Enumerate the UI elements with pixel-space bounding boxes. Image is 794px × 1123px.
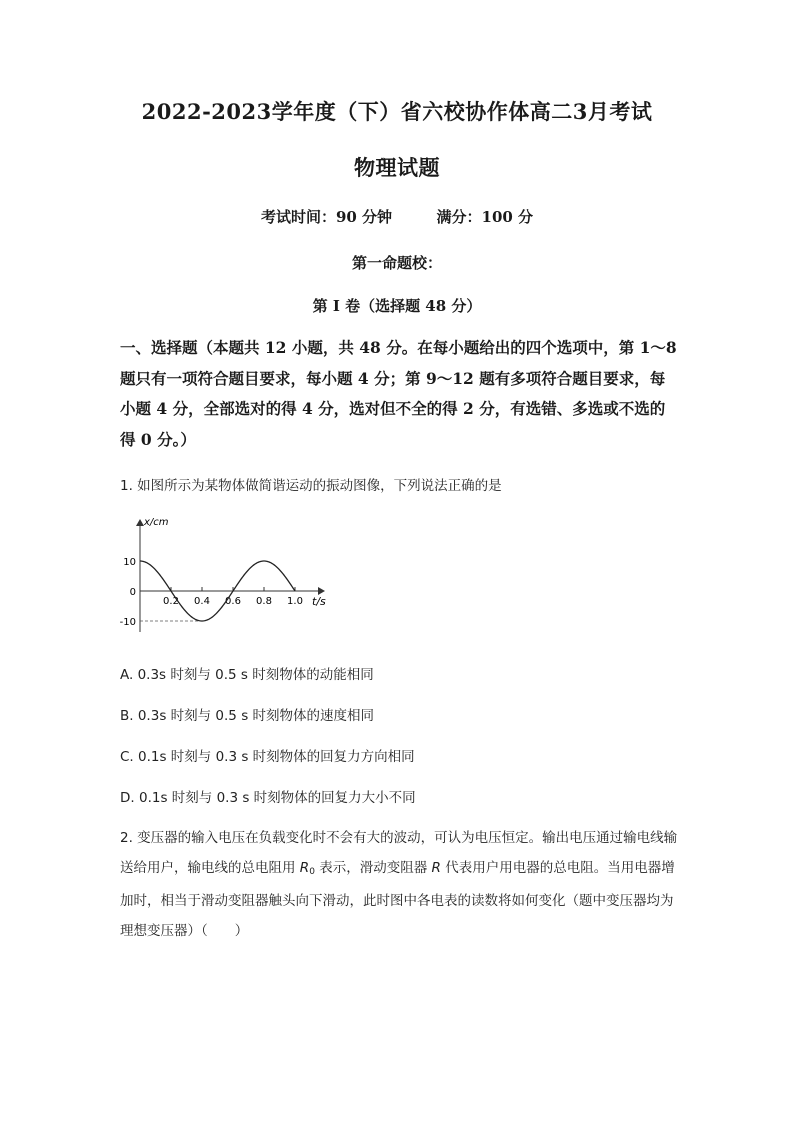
x-tick-label: 0.6 (225, 596, 241, 607)
r-symbol: R (431, 859, 441, 876)
vibration-graph (116, 510, 336, 640)
exam-time: 考试时间：90 分钟 (260, 208, 393, 226)
q1-option-d: D. 0.1s 时刻与 0.3 s 时刻物体的回复力大小不同 (120, 790, 416, 806)
exam-title: 2022-2023学年度（下）省六校协作体高二3月考试 (141, 99, 653, 124)
y-tick-label: -10 (119, 617, 136, 628)
x-tick-label: 1.0 (287, 596, 303, 607)
r0-symbol: R (299, 859, 310, 876)
subject-title: 物理试题 (354, 155, 440, 180)
question-2-stem (120, 824, 680, 946)
q2-text-1: 2. 变压器的输入电压在负载变化时不会有大的波动，可认为电压恒定。输出电压通过输电线输送给用户，输电线的总电阻用 (120, 830, 678, 876)
question-1-stem: 1. 如图所示为某物体做简谐运动的振动图像，下列说法正确的是 (120, 478, 502, 494)
q2-text-2: 表示，滑动变阻器 (314, 859, 432, 876)
q1-option-c: C. 0.1s 时刻与 0.3 s 时刻物体的回复力方向相同 (120, 749, 415, 765)
q1-option-b: B. 0.3s 时刻与 0.5 s 时刻物体的速度相同 (120, 708, 375, 724)
x-tick-label: 0.4 (194, 596, 210, 607)
x-tick-label: 0.2 (163, 596, 179, 607)
q2-text-3: 代表用户用电器的总电阻。当用电器增加时，相当于滑动变阻器触头向下滑动，此时图中各电表的读数将如何变化（题中变压器均为理想变压器）（ ） (120, 859, 675, 939)
x-axis-label: t/s (312, 595, 326, 608)
exam-info (0, 206, 794, 227)
y-axis-label: x/cm (144, 517, 169, 528)
y-tick-label: 0 (129, 587, 136, 598)
part-one-heading: 第 I 卷（选择题 48 分） (312, 297, 482, 315)
q1-option-a: A. 0.3s 时刻与 0.5 s 时刻物体的动能相同 (120, 667, 374, 683)
r0-subscript: 0 (309, 866, 315, 877)
y-tick-label: 10 (123, 557, 136, 568)
proposing-school: 第一命题校： (351, 254, 442, 272)
section-instructions: 一、选择题（本题共 12 小题，共 48 分。在每小题给出的四个选项中，第 1～8 题只有一项符合题目要求，每小题 4 分；第 9～12 题有多项符合题目要求，每小题 4 分，全部选对的得 4 分，选对但不全的得 2 分，有选错、多选或不选的得 0 分。） (120, 338, 677, 449)
full-score: 满分：100 分 (436, 208, 534, 226)
x-tick-label: 0.8 (256, 596, 272, 607)
